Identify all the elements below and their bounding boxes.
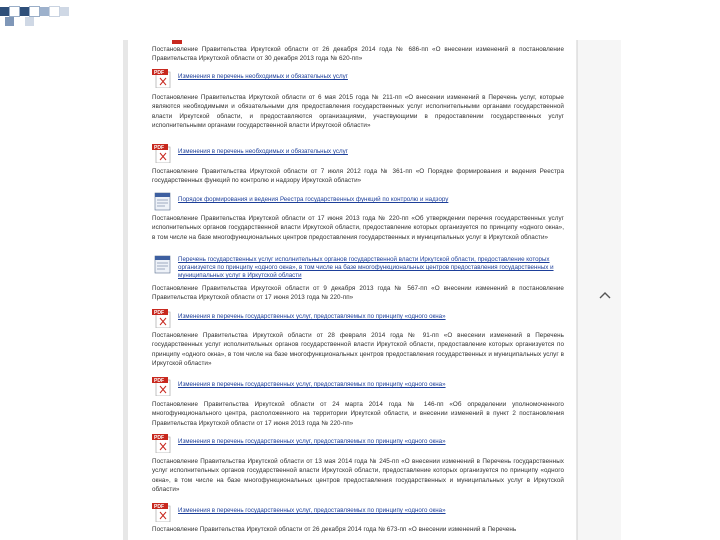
- attachment-row[interactable]: [152, 191, 564, 211]
- svg-text:PDF: PDF: [154, 145, 164, 151]
- svg-text:PDF: PDF: [154, 378, 164, 384]
- list-entry: [152, 284, 564, 303]
- slide-corner-decoration: [0, 0, 90, 30]
- attachment-link[interactable]: Изменения в перечень необходимых и обязательных услуг: [178, 148, 348, 155]
- attachment-link[interactable]: Изменения в перечень государственных услуг, предоставляемых по принципу «одного окна»: [178, 438, 446, 445]
- entry-text: Постановление Правительства Иркутской области от 7 июля 2012 года № 361-пп «О Порядке формирования и ведения Реестра государственных функций по контролю и надзору Иркутской области»: [152, 168, 564, 185]
- attachment-row[interactable]: [152, 143, 564, 163]
- attachment-row[interactable]: [152, 502, 564, 522]
- entry-text: Постановление Правительства Иркутской области от 13 мая 2014 года № 245-пп «О внесении изменений в Перечень государственных услуг исполнительных органов государственной власти Иркутской области, предоставление которых организуется по принципу «одного окна», в том числе на базе многофункциональных центров предоставления государственных и муниципальных услуг в Иркутской области»: [152, 458, 564, 494]
- chevron-up-icon[interactable]: [598, 290, 612, 300]
- entry-text: Постановление Правительства Иркутской области от 26 декабря 2014 года № 686-пп «О внесении изменений в постановление Правительства Иркутской области от 30 декабря 2013 года № 620-пп»: [152, 46, 564, 63]
- svg-text:PDF: PDF: [154, 504, 164, 510]
- entry-text: Постановление Правительства Иркутской области от 24 марта 2014 года № 146-пп «Об определении уполномоченного многофункционального центра, расположенного на территории Иркутской области, и внесении изменений в пункт 2 постановления Правительства Иркутской области от 17 июня 2013 года № 220-пп»: [152, 401, 564, 427]
- list-entry: [152, 45, 564, 64]
- entry-text: Постановление Правительства Иркутской области от 6 мая 2015 года № 211-пп «О внесении изменений в Перечень услуг, которые являются необходимыми и обязательными для предоставления государственных услуг исполнительными органами государственной власти Иркутской области, и предоставляются организациями, участвующими в предоставлении государственных услуг исполнительными органами государственной власти Иркутской области»: [152, 94, 564, 130]
- pdf-icon[interactable]: [152, 376, 174, 396]
- attachment-row[interactable]: [152, 68, 564, 88]
- pdf-icon[interactable]: [152, 502, 174, 522]
- entry-text: Постановление Правительства Иркутской области от 9 декабря 2013 года № 567-пп «О внесении изменений в постановление Правительства Иркутской области от 17 июня 2013 года № 220-пп»: [152, 285, 564, 302]
- attachment-link[interactable]: Изменения в перечень государственных услуг, предоставляемых по принципу «одного окна»: [178, 313, 446, 320]
- deco-square: [50, 7, 59, 16]
- deco-square: [10, 7, 19, 16]
- entry-text: Постановление Правительства Иркутской области от 26 декабря 2014 года № 673-пп «О внесении изменений в Перечень: [152, 526, 517, 533]
- deco-square: [60, 7, 69, 16]
- attachment-row[interactable]: [152, 376, 564, 396]
- deco-square: [30, 7, 39, 16]
- document-icon[interactable]: [152, 191, 174, 211]
- pdf-icon[interactable]: [152, 143, 174, 163]
- attachment-row[interactable]: [152, 433, 564, 453]
- pdf-icon[interactable]: [152, 68, 174, 88]
- document-page: [128, 40, 576, 540]
- svg-text:PDF: PDF: [154, 435, 164, 441]
- attachment-link[interactable]: Изменения в перечень государственных услуг, предоставляемых по принципу «одного окна»: [178, 507, 446, 514]
- list-entry: [152, 331, 564, 369]
- deco-square: [0, 7, 9, 16]
- list-entry: [152, 167, 564, 186]
- attachment-link[interactable]: Перечень государственных услуг исполнительных органов государственной власти Иркутской области, предоставление которых организуется по принципу «одного окна», в том числе на базе многофункциональных центров предоставления государственных и муниципальных услуг в Иркутской области: [178, 256, 554, 279]
- svg-text:PDF: PDF: [154, 70, 164, 76]
- list-entry: [152, 93, 564, 131]
- attachment-link[interactable]: Порядок формирования и ведения Реестра государственных функций по контролю и надзору: [178, 196, 449, 203]
- list-entry: [152, 400, 564, 428]
- deco-square: [40, 7, 49, 16]
- entry-text: Постановление Правительства Иркутской области от 28 февраля 2014 года № 91-пп «О внесении изменений в Перечень государственных услуг исполнительных органов государственной власти Иркутской области, предоставление которых организуется по принципу «одного окна», в том числе на базе многофункциональных центров предоставления государственных и муниципальных услуг в Иркутской области»: [152, 332, 564, 368]
- deco-square: [25, 17, 34, 26]
- attachment-link[interactable]: Изменения в перечень необходимых и обязательных услуг: [178, 73, 348, 80]
- pdf-icon[interactable]: [152, 433, 174, 453]
- attachment-row[interactable]: [152, 254, 564, 284]
- svg-text:PDF: PDF: [154, 310, 164, 316]
- list-entry: [152, 525, 564, 534]
- attachment-link[interactable]: Изменения в перечень государственных услуг, предоставляемых по принципу «одного окна»: [178, 381, 446, 388]
- list-entry: [152, 457, 564, 495]
- attachment-row[interactable]: [152, 308, 564, 328]
- deco-square: [5, 17, 14, 26]
- pdf-icon[interactable]: [152, 308, 174, 328]
- entry-text: Постановление Правительства Иркутской области от 17 июня 2013 года № 220-пп «Об утверждении перечня государственных услуг исполнительных органов государственной власти Иркутской области, предоставление которых организуется по принципу «одного окна», в том числе на базе многофункциональных центров предоставления государственных и муниципальных услуг в Иркутской области»: [152, 215, 564, 241]
- document-icon[interactable]: [152, 254, 174, 274]
- list-entry: [152, 214, 564, 242]
- deco-square: [20, 7, 29, 16]
